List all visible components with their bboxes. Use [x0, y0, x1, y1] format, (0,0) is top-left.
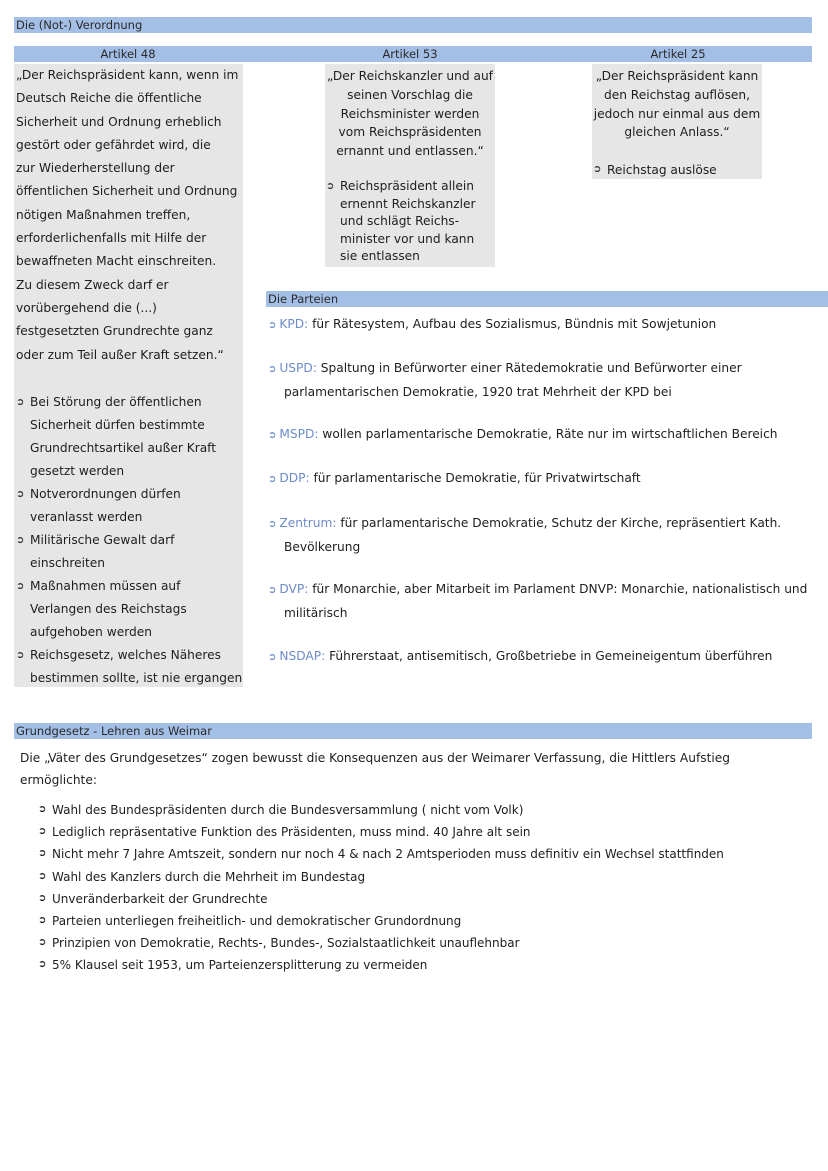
bullet-line: Reichspräsident allein: [340, 179, 474, 193]
quote-line: jedoch nur einmal aus dem: [593, 106, 761, 121]
bullet-line: Sicherheit dürfen bestimmte: [30, 418, 205, 432]
bullet-line: Reichsgesetz, welches Näheres: [30, 648, 221, 662]
party-name: MSPD:: [279, 427, 319, 441]
list-item-text: 5% Klausel seit 1953, um Parteienzersplitterung zu vermeiden: [52, 958, 428, 973]
bullet-line: Bei Störung der öffentlichen: [30, 395, 202, 409]
grundgesetz-list: [38, 799, 798, 977]
arrow-icon: ➲: [268, 320, 277, 331]
quote-line: seinen Vorschlag die: [347, 87, 473, 102]
art48-quote: [16, 64, 244, 367]
bullet-line: Reichstag auslöse: [607, 163, 717, 177]
section-title: Die (Not-) Verordnung: [16, 18, 143, 32]
section-title-bar-verordnung: [14, 17, 812, 33]
list-item: [593, 161, 761, 179]
party-uspd: [268, 357, 824, 403]
list-item: [38, 954, 798, 976]
list-item: [38, 888, 798, 910]
quote-line: nötigen Maßnahmen treffen,: [16, 207, 191, 222]
arrow-icon: ➲: [16, 650, 25, 661]
list-item-text: Lediglich repräsentative Funktion des Präsidenten, muss mind. 40 Jahre alt sein: [52, 825, 531, 840]
intro-line: ermöglichte:: [20, 773, 97, 787]
arrow-icon: ➲: [326, 181, 335, 192]
quote-line: „Der Reichskanzler und auf: [327, 69, 493, 83]
list-item: [38, 910, 798, 932]
arrow-icon: ➲: [16, 581, 25, 592]
party-text: für parlamentarische Demokratie, für Privatwirtschaft: [313, 471, 641, 485]
bullet-line: sie entlassen: [340, 249, 420, 264]
section-title-bar-grundgesetz: [14, 723, 812, 739]
quote-line: festgesetzten Grundrechte ganz: [16, 324, 213, 339]
bullet-line: und schlägt Reichs-: [340, 214, 460, 229]
quote-line: öffentlichen Sicherheit und Ordnung: [16, 184, 238, 199]
quote-line: zur Wiederherstellung der: [16, 161, 175, 176]
party-kpd: [268, 313, 824, 337]
party-text: Spaltung in Befürworter einer Rätedemokratie und Befürworter einer: [320, 361, 742, 375]
list-item: [16, 529, 244, 575]
list-item: [38, 866, 798, 888]
arrow-icon: ➲: [268, 585, 277, 596]
party-text: für Rätesystem, Aufbau des Sozialismus, Bündnis mit Sowjetunion: [312, 317, 717, 331]
quote-line: „Der Reichspräsident kann, wenn im: [16, 68, 239, 82]
quote-line: gleichen Anlass.“: [624, 125, 730, 140]
list-item-text: Parteien unterliegen freiheitlich- und demokratischer Grundordnung: [52, 914, 462, 929]
bullet-line: gesetzt werden: [30, 464, 125, 478]
party-name: Zentrum:: [279, 516, 337, 530]
quote-line: Sicherheit und Ordnung erheblich: [16, 114, 222, 129]
grundgesetz-intro: [20, 747, 810, 791]
bullet-line: Maßnahmen müssen auf: [30, 579, 181, 593]
quote-line: gestört oder gefährdet wird, die: [16, 137, 211, 152]
list-item-text: Wahl des Bundespräsidenten durch die Bundesversammlung ( nicht vom Volk): [52, 803, 524, 817]
quote-line: Deutsch Reiche die öffentliche: [16, 91, 202, 106]
bullet-line: minister vor und kann: [340, 231, 475, 246]
bullet-line: Verlangen des Reichstags: [30, 602, 187, 616]
arrow-icon: ➲: [268, 364, 277, 375]
quote-line: Reichsminister werden: [340, 106, 480, 121]
quote-line: ernannt und entlassen.“: [336, 144, 484, 159]
section-title: Die Parteien: [268, 292, 339, 306]
list-item-text: Unveränderbarkeit der Grundrechte: [52, 891, 268, 906]
arrow-icon: ➲: [16, 535, 25, 546]
quote-line: „Der Reichspräsident kann: [595, 69, 759, 83]
quote-line: bewaffneten Macht einschreiten.: [16, 254, 217, 269]
bullet-line: veranlasst werden: [30, 510, 143, 524]
list-item: [16, 391, 244, 483]
arrow-icon: ➲: [38, 870, 47, 882]
arrow-icon: ➲: [16, 489, 25, 500]
list-item-text: Nicht mehr 7 Jahre Amtszeit, sondern nur noch 4 & nach 2 Amtsperioden muss definitiv ein Wechsel stattfinden: [52, 847, 724, 862]
bullet-line: bestimmen sollte, ist nie ergangen: [30, 671, 243, 685]
quote-line: erforderlichenfalls mit Hilfe der: [16, 231, 207, 246]
arrow-icon: ➲: [268, 430, 277, 441]
party-mspd: [268, 423, 824, 447]
party-text: Bevölkerung: [284, 540, 361, 554]
arrow-icon: ➲: [38, 804, 47, 815]
party-name: NSDAP:: [279, 649, 326, 663]
arrow-icon: ➲: [38, 892, 47, 904]
list-item: [38, 932, 798, 954]
art53-heading: Artikel 53: [382, 47, 438, 61]
arrow-icon: ➲: [38, 959, 47, 971]
arrow-icon: ➲: [38, 915, 47, 927]
party-dvp: [268, 578, 824, 624]
article-headings-bar: [14, 46, 812, 62]
art53-bullet: [326, 178, 494, 266]
quote-line: Zu diesem Zweck darf er: [16, 277, 169, 292]
arrow-icon: ➲: [38, 848, 47, 860]
quote-line: oder zum Teil außer Kraft setzen.“: [16, 347, 224, 362]
section-title: Grundgesetz - Lehren aus Weimar: [16, 724, 212, 738]
art25-heading: Artikel 25: [650, 47, 706, 61]
list-item: [38, 843, 798, 865]
list-item: [38, 821, 798, 843]
party-text: militärisch: [284, 606, 348, 620]
list-item-text: Wahl des Kanzlers durch die Mehrheit im Bundestag: [52, 869, 366, 884]
party-name: DDP:: [279, 471, 310, 485]
arrow-icon: ➲: [16, 397, 25, 408]
party-nsdap: [268, 645, 824, 669]
party-text: wollen parlamentarische Demokratie, Räte nur im wirtschaftlichen Bereich: [322, 427, 778, 441]
party-name: DVP:: [279, 582, 309, 596]
arrow-icon: ➲: [268, 519, 277, 530]
list-item: [16, 575, 244, 644]
quote-line: vorübergehend die (...): [16, 300, 157, 315]
arrow-icon: ➲: [268, 652, 277, 663]
bullet-line: aufgehoben werden: [30, 625, 152, 639]
party-zentrum: [268, 512, 824, 558]
party-text: für Monarchie, aber Mitarbeit im Parlament DNVP: Monarchie, nationalistisch und: [312, 582, 808, 596]
art48-bullets: [16, 391, 244, 690]
bullet-line: ernennt Reichskanzler: [340, 196, 476, 211]
art53-quote: [325, 67, 495, 161]
arrow-icon: ➲: [593, 164, 602, 175]
party-name: USPD:: [279, 361, 317, 375]
list-item-text: Prinzipien von Demokratie, Rechts-, Bundes-, Sozialstaatlichkeit unauflehnbar: [52, 936, 520, 951]
art25-bullet: [593, 161, 761, 179]
list-item: [38, 799, 798, 821]
list-item: [16, 644, 244, 690]
quote-line: vom Reichspräsidenten: [338, 125, 482, 140]
party-text: parlamentarischen Demokratie, 1920 trat Mehrheit der KPD bei: [284, 385, 672, 399]
list-item: [326, 178, 494, 266]
art25-quote: [592, 67, 762, 142]
party-text: für parlamentarische Demokratie, Schutz der Kirche, repräsentiert Kath.: [340, 516, 782, 530]
arrow-icon: ➲: [38, 826, 47, 838]
bullet-line: Militärische Gewalt darf: [30, 533, 175, 547]
arrow-icon: ➲: [38, 937, 47, 949]
intro-line: Die „Väter des Grundgesetzes“ zogen bewusst die Konsequenzen aus der Weimarer Verfassung, die Hittlers Aufstieg: [20, 751, 731, 765]
art48-heading: Artikel 48: [100, 47, 156, 61]
bullet-line: Grundrechtsartikel außer Kraft: [30, 441, 217, 455]
party-name: KPD:: [279, 317, 309, 331]
section-title-bar-parteien: [266, 291, 828, 307]
bullet-line: Notverordnungen dürfen: [30, 487, 181, 501]
party-ddp: [268, 467, 824, 491]
quote-line: den Reichstag auflösen,: [603, 87, 751, 102]
list-item: [16, 483, 244, 529]
bullet-line: einschreiten: [30, 556, 106, 570]
party-text: Führerstaat, antisemitisch, Großbetriebe in Gemeineigentum überführen: [329, 649, 773, 663]
arrow-icon: ➲: [268, 474, 277, 485]
